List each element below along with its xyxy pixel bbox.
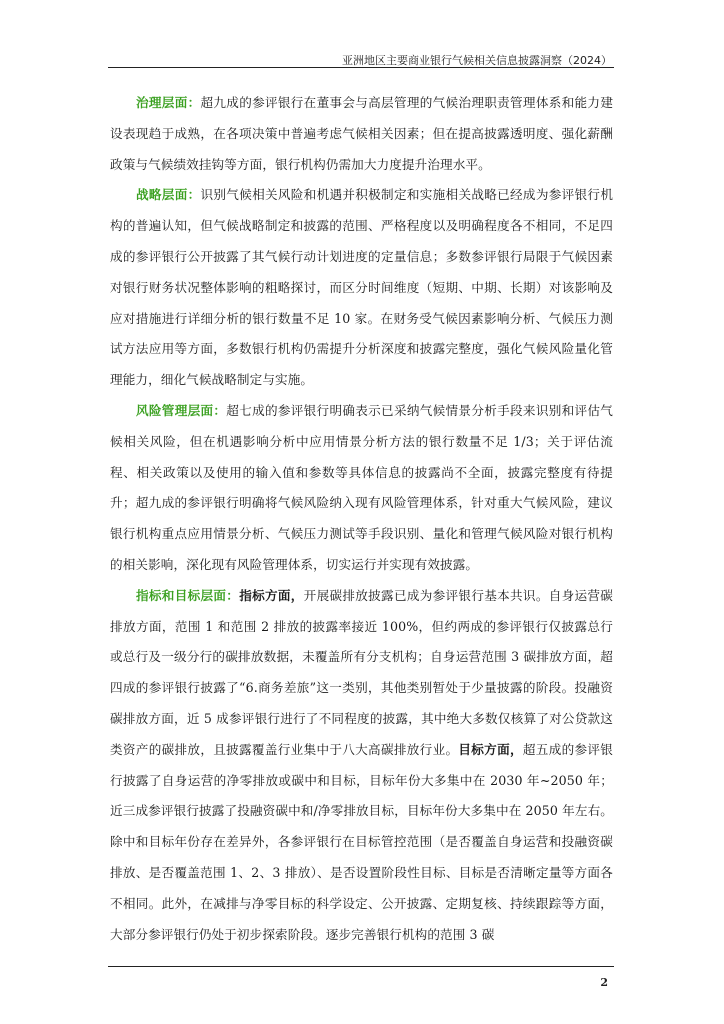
page-number: 2 [600,976,608,989]
strategy-text: 识别气候相关风险和机遇并积极制定和实施相关战略已经成为参评银行机构的普遍认知，但气候战略制定和披露的范围、严格程度以及明确程度各不相同，不足四成的参评银行公开披露了其气候行动计划进度的定量信息；多数参评银行局限于气候因素对银行财务状况整体影响的粗略探讨，而区分时间维度（短期、中期、长期）对该影响及应对措施进行详细分析的银行数量不足 10 家。在财务受气候因素影响分析、气候压力测试方法应用等方面，多数银行机构仍需提升分析深度和披露完整度，强化气候风险量化管理能力，细化气候战略制定与实施。 [110,187,614,388]
metrics-text: 开展碳排放披露已成为参评银行基本共识。自身运营碳排放方面，范围 1 和范围 2 排放的披露率接近 100%，但约两成的参评银行仅披露总行或总行及一级分行的碳排放数据，未覆盖所有分支机构；自身运营范围 3 碳排放方面，超四成的参评银行披露了“6.商务差旅”这一类别，其他类别暂处于少量披露的阶段。投融资碳排放方面，近 5 成参评银行进行了不同程度的披露，其中绝大多数仅核算了对公贷款这类资产的碳排放，且披露覆盖行业集中于八大高碳排放行业。 [110,587,613,757]
risk-management-heading: 风险管理层面： [136,402,227,418]
metrics-targets-heading: 指标和目标层面： [136,587,240,603]
header-divider [108,67,614,68]
targets-subheading: 目标方面， [458,741,523,757]
footer-divider [108,966,614,967]
running-header: 亚洲地区主要商业银行气候相关信息披露洞察（2024） [342,54,612,67]
strategy-paragraph [110,180,613,396]
governance-text: 超九成的参评银行在董事会与高层管理的气候治理职责管理体系和能力建设表现趋于成熟，在各项决策中普遍考虑气候相关因素；但在提高披露透明度、强化薪酬政策与气候绩效挂钩等方面，银行机构仍需加大力度提升治理水平。 [110,95,614,172]
governance-paragraph [110,88,613,180]
metrics-targets-paragraph [110,581,613,951]
document-body [110,88,613,950]
strategy-heading: 战略层面： [136,187,201,203]
metrics-subheading: 指标方面， [239,587,304,603]
risk-management-paragraph [110,396,613,581]
governance-heading: 治理层面： [136,95,201,110]
risk-management-text: 超七成的参评银行明确表示已采纳气候情景分析手段来识别和评估气候相关风险，但在机遇影响分析中应用情景分析方法的银行数量不足 1/3；关于评估流程、相关政策以及使用的输入值和参数等具体信息的披露尚不全面，披露完整度有待提升；超九成的参评银行明确将气候风险纳入现有风险管理体系，针对重大气候风险，建议银行机构重点应用情景分析、气候压力测试等手段识别、量化和管理气候风险对银行机构的相关影响，深化现有风险管理体系，切实运行并实现有效披露。 [110,402,613,572]
targets-text: 超五成的参评银行披露了自身运营的净零排放或碳中和目标，目标年份大多集中在 2030 年~2050 年；近三成参评银行披露了投融资碳中和/净零排放目标，目标年份大多集中在 2050 年左右。除中和目标年份存在差异外，各参评银行在目标管控范围（是否覆盖自身运营和投融资碳排放、是否覆盖范围 1、2、3 排放）、是否设置阶段性目标、目标是否清晰定量等方面各不相同。此外，在减排与净零目标的科学设定、公开披露、定期复核、持续跟踪等方面，大部分参评银行仍处于初步探索阶段。逐步完善银行机构的范围 3 碳 [110,741,614,942]
